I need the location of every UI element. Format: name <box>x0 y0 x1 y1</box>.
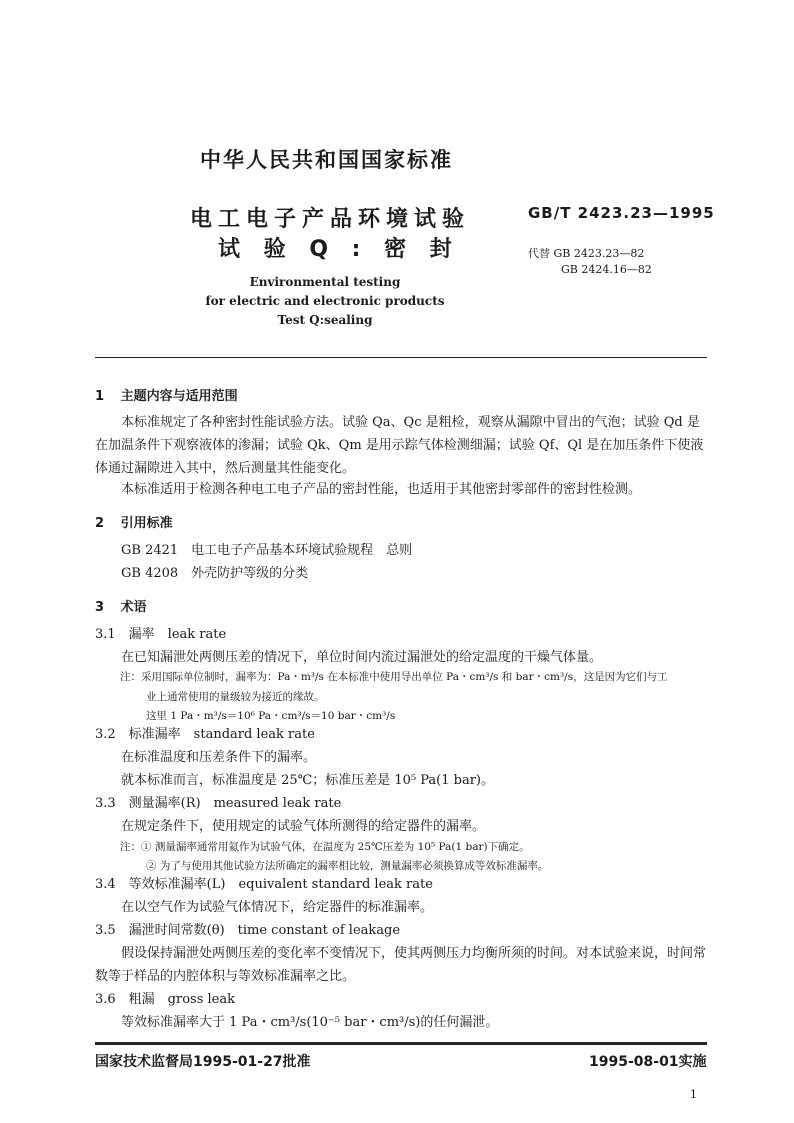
term-3-6-definition: 等效标准漏率大于 1 Pa・cm³/s(10⁻⁵ bar・cm³/s)的任何漏泄。 <box>121 1015 499 1030</box>
section-2-heading <box>95 512 173 531</box>
term-3-5-definition: 假设保持漏泄处两侧压差的变化率不变情况下，使其两侧压力均衡所须的时间。对本试验来说，时间常数等于样品的内腔体积与等效标准漏率之比。 <box>95 946 707 984</box>
reference-1: GB 2421 电工电子产品基本环境试验规程 总则 <box>121 543 413 558</box>
section-3-title: 术语 <box>120 600 147 615</box>
section-3-number: 3 <box>95 600 105 615</box>
term-3-3-note-1: 注：① 测量漏率通常用氦作为试验气体，在温度为 25℃压差为 10⁵ Pa(1 bar)下确定。 <box>120 841 530 853</box>
english-title-line3: Test Q:sealing <box>277 313 373 327</box>
section-3-heading <box>95 596 147 615</box>
section-1-para-2: 本标准适用于检测各种电工电子产品的密封性能，也适用于其他密封零部件的密封性检测。 <box>121 482 642 497</box>
document-title-line1: 电工电子产品环境试验 <box>190 207 471 232</box>
section-1-heading <box>95 385 238 404</box>
term-3-3-definition: 在规定条件下，使用规定的试验气体所测得的给定器件的漏率。 <box>121 819 486 834</box>
term-3-2-definition: 在标准温度和压差条件下的漏率。 <box>121 750 317 765</box>
term-3-1-note-line3: 这里 1 Pa・m³/s＝10⁶ Pa・cm³/s＝10 bar・cm³/s <box>146 710 396 722</box>
term-3-4-definition: 在以空气作为试验气体情况下，给定器件的标准漏率。 <box>121 900 434 915</box>
section-1-number: 1 <box>95 389 105 404</box>
term-3-5-heading: 3.5 漏泄时间常数(θ) time constant of leakage <box>95 923 401 938</box>
document-title-line2: 试 验 Q : 密 封 <box>218 237 460 262</box>
approval-date: 国家技术监督局1995-01-27批准 <box>95 1054 311 1070</box>
footer-divider <box>95 1042 707 1045</box>
term-3-3-heading: 3.3 测量漏率(R) measured leak rate <box>95 796 342 811</box>
replaces-standard-2: GB 2424.16—82 <box>561 263 652 276</box>
reference-2: GB 4208 外壳防护等级的分类 <box>121 566 309 581</box>
header-divider <box>95 357 707 358</box>
replaces-standard-1: GB 2423.23—82 <box>553 247 645 260</box>
english-title-line2: for electric and electronic products <box>205 294 445 308</box>
page-number: 1 <box>690 1088 697 1101</box>
section-2-number: 2 <box>95 516 105 531</box>
term-3-2-detail: 就本标准而言，标准温度是 25℃；标准压差是 10⁵ Pa(1 bar)。 <box>121 773 494 788</box>
effective-date: 1995-08-01实施 <box>589 1054 707 1070</box>
term-3-1-note-line1: 注：采用国际单位制时，漏率为：Pa・m³/s 在本标准中使用导出单位 Pa・cm³/s 和 bar・cm³/s，这是因为它们与工 <box>120 671 668 683</box>
term-3-4-heading: 3.4 等效标准漏率(L) equivalent standard leak rate <box>95 877 433 892</box>
replaces-note <box>528 246 652 278</box>
standard-number: GB/T 2423.23—1995 <box>528 204 715 222</box>
term-3-3-note-2: ② 为了与使用其他试验方法所确定的漏率相比较，测量漏率必须换算成等效标准漏率。 <box>146 860 549 872</box>
section-2-title: 引用标准 <box>120 516 173 531</box>
english-title-line1: Environmental testing <box>249 275 401 289</box>
term-3-6-heading: 3.6 粗漏 gross leak <box>95 992 235 1007</box>
section-1-para-1: 本标准规定了各种密封性能试验方法。试验 Qa、Qc 是粗检，观察从漏隙中冒出的气泡；试验 Qd 是在加温条件下观察液体的渗漏；试验 Qk、Qm 是用示踪气体检测细漏；试验 Qf、Ql 是在加压条件下使液体通过漏隙进入其中，然后测量其性能变化。 <box>95 415 704 476</box>
term-3-1-heading: 3.1 漏率 leak rate <box>95 627 227 642</box>
term-3-1-note-line2: 业上通常使用的量级较为接近的缘故。 <box>146 691 325 703</box>
english-title <box>200 273 450 330</box>
term-3-2-heading: 3.2 标准漏率 standard leak rate <box>95 727 315 742</box>
replaces-label: 代替 <box>528 247 550 260</box>
section-1-title: 主题内容与适用范围 <box>120 389 238 404</box>
national-standard-heading: 中华人民共和国国家标准 <box>200 148 453 172</box>
term-3-1-definition: 在已知漏泄处两侧压差的情况下，单位时间内流过漏泄处的给定温度的干燥气体量。 <box>121 650 603 665</box>
